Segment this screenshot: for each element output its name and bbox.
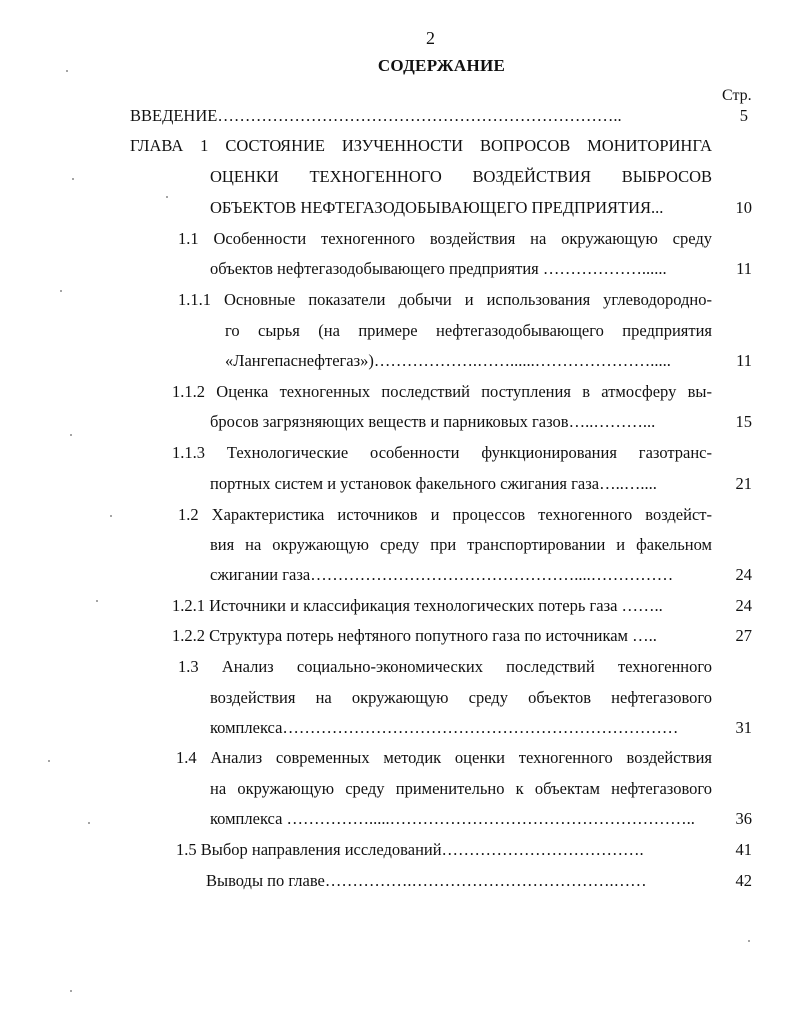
toc-line-1-3-l3: комплекса……………………………………………………………… [210, 718, 679, 737]
toc-line-1-2-l2: вия на окружающую среду при транспортировании и факельном [210, 535, 712, 554]
scan-speck [66, 70, 68, 72]
toc-page-number: 24 [735, 596, 752, 615]
toc-page-number: 27 [735, 626, 752, 645]
toc-line-1-1-3-l2: портных систем и установок факельного сжигания газа…..….... [210, 474, 657, 493]
toc-line-1-4-l2: на окружающую среду применительно к объектам нефтегазового [210, 779, 712, 798]
toc-line-1-1-3-l1: 1.1.3 Технологические особенности функционирования газотранс- [172, 443, 712, 462]
toc-line-1-3-l2: воздействия на окружающую среду объектов нефтегазового [210, 688, 712, 707]
toc-line-1-1-1-l2: го сырья (на примере нефтегазодобывающего предприятия [225, 321, 712, 340]
toc-line-1-2-1: 1.2.1 Источники и классификация технологических потерь газа …….. [172, 596, 663, 615]
toc-line-1-1-1-l1: 1.1.1 Основные показатели добычи и использования углеводородно- [178, 290, 712, 309]
toc-line-chapter1-l1: ГЛАВА 1 СОСТОЯНИЕ ИЗУЧЕННОСТИ ВОПРОСОВ МОНИТОРИНГА [130, 136, 712, 155]
toc-page-number: 5 [739, 106, 748, 125]
toc-line-introduction: ВВЕДЕНИЕ……………………………………………………………….. [130, 106, 622, 125]
scan-speck [96, 600, 98, 602]
toc-page-number: 21 [735, 474, 752, 493]
scan-speck [72, 178, 74, 180]
scan-speck [88, 822, 90, 824]
scan-speck [60, 290, 62, 292]
toc-line-1-4-l3: комплекса …………….....……………………………………………….. [210, 809, 695, 828]
toc-page-number: 24 [735, 565, 752, 584]
toc-line-conclusions: Выводы по главе…………….……………………………….…… [206, 871, 647, 890]
toc-line-1-4-l1: 1.4 Анализ современных методик оценки техногенного воздействия [176, 748, 712, 767]
toc-line-1-1-2-l2: бросов загрязняющих веществ и парниковых газов…..………... [210, 412, 656, 431]
toc-line-1-2-l3: сжигании газа…………………………………………....…………… [210, 565, 674, 584]
scan-speck [48, 760, 50, 762]
toc-page-number: 11 [736, 259, 752, 278]
toc-line-1-3-l1: 1.3 Анализ социально-экономических последствий техногенного [178, 657, 712, 676]
toc-page-number: 41 [735, 840, 752, 859]
toc-line-1-1-l1: 1.1 Особенности техногенного воздействия на окружающую среду [178, 229, 712, 248]
toc-line-1-2-l1: 1.2 Характеристика источников и процессов техногенного воздейст- [178, 505, 712, 524]
scan-speck [70, 434, 72, 436]
page-number: 2 [426, 28, 435, 48]
scan-speck [166, 196, 168, 198]
scan-speck [110, 515, 112, 517]
page-title: СОДЕРЖАНИЕ [377, 56, 506, 75]
toc-line-1-5: 1.5 Выбор направления исследований………………………………. [176, 840, 644, 859]
toc-line-1-1-2-l1: 1.1.2 Оценка техногенных последствий поступления в атмосферу вы- [172, 382, 712, 401]
toc-line-1-1-1-l3: «Лангепаснефтегаз»)……………….……......…………………..... [225, 351, 671, 370]
toc-page-number: 31 [735, 718, 752, 737]
toc-page-number: 42 [735, 871, 752, 890]
toc-page-number: 10 [735, 198, 752, 217]
toc-page-number: 11 [736, 351, 752, 370]
toc-line-chapter1-l3: ОБЪЕКТОВ НЕФТЕГАЗОДОБЫВАЮЩЕГО ПРЕДПРИЯТИЯ... [210, 198, 664, 217]
toc-line-1-1-l2: объектов нефтегазодобывающего предприятия ………………...... [210, 259, 667, 278]
scan-speck [748, 940, 750, 942]
toc-page-number: 36 [735, 809, 752, 828]
scan-speck [70, 990, 72, 992]
page-column-label: Стр. [722, 87, 752, 104]
toc-page-number: 15 [735, 412, 752, 431]
toc-line-1-2-2: 1.2.2 Структура потерь нефтяного попутного газа по источникам ….. [172, 626, 657, 645]
toc-line-chapter1-l2: ОЦЕНКИ ТЕХНОГЕННОГО ВОЗДЕЙСТВИЯ ВЫБРОСОВ [210, 167, 712, 186]
